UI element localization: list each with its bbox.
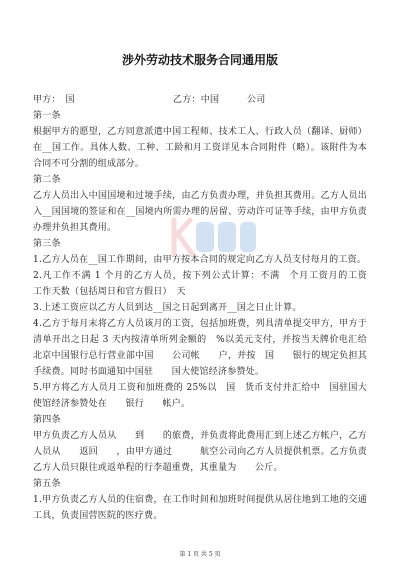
- article-clause: 1.甲方负责乙方人员的住宿费，在工作时间和加班时间提供从居住地到工地的交通工具，负责国营医院的医疗费。: [33, 495, 367, 521]
- article-2: [33, 172, 367, 236]
- party-a-label: 甲方： 国: [33, 95, 75, 105]
- article-clause: 5.甲方将乙方人员月工资和加班费的 25%以 国 货币支付并汇给中 国驻国大使馆经济参赞处在 银行 帐户。: [33, 383, 367, 409]
- article-clause: 3.上述工资应以乙方人员到达__国之日起到离开__国之日止计算。: [33, 303, 302, 313]
- page-footer: 第 1 页 共 5 页: [179, 551, 221, 558]
- article-paragraph: 根据甲方的愿望，乙方同意派遣中国工程师、技术工人、行政人员（翻译、厨师）在__国工作。具体人数、工种、工龄和月工资详见本合同附件（略）。该附件为本合同不可分割的组成部分。: [33, 127, 367, 169]
- parties-line: [33, 92, 367, 108]
- article-4: [33, 412, 367, 476]
- article-3: [33, 236, 386, 412]
- party-b-label: 乙方：中国 公司: [173, 95, 266, 105]
- article-1: [33, 108, 367, 172]
- article-paragraph: 甲方负责乙方人员从 到 的旅费，并负责将此费用汇到上述乙方帐户，乙方人员从 返回 ，由甲方通过 航空公司向乙方人员提供机票。乙方负责乙方人员只限往或返单程的行李超重费，其重量为 公斤。: [33, 431, 367, 473]
- article-clause: 1.乙方人员在__国工作期间，由甲方按本合同的规定向乙方人员支付每月的工资。: [33, 255, 367, 265]
- article-paragraph: 乙方人员出入中国国境和过境手续，由乙方负责办理，并负担其费用。乙方人员出入__国国境的签证和在__国境内所需办理的居留、劳动许可证等手续，由甲方负责办理并负担其费用。: [33, 191, 367, 233]
- article-heading: 第五条: [33, 479, 61, 489]
- article-heading: 第三条: [33, 239, 61, 249]
- article-clause: 2.凡工作不满 1 个月的乙方人员，按下列公式计算：不满 个月工资月的工资 工作天数（包括周日和官方假日） 天: [33, 271, 386, 297]
- article-clause: 4.乙方于每月末将乙方人员该月的工资，包括加班费，列具清单提交甲方，甲方于清单开出之日起 3 天内按清单所列金额的 %以美元支付，并按当天牌价电汇给北京中国银行总行营业部中国 公司帐 户，并按 国 银行的规定负担其手续费。同时书面通知中国驻 国大使馆经济参赞处。: [33, 319, 367, 377]
- article-heading: 第二条: [33, 175, 61, 185]
- article-5: [33, 476, 367, 524]
- article-heading: 第一条: [33, 111, 61, 121]
- document-body: [33, 92, 386, 524]
- document-title: 涉外劳动技术服务合同通用版: [121, 53, 278, 67]
- article-heading: 第四条: [33, 415, 61, 425]
